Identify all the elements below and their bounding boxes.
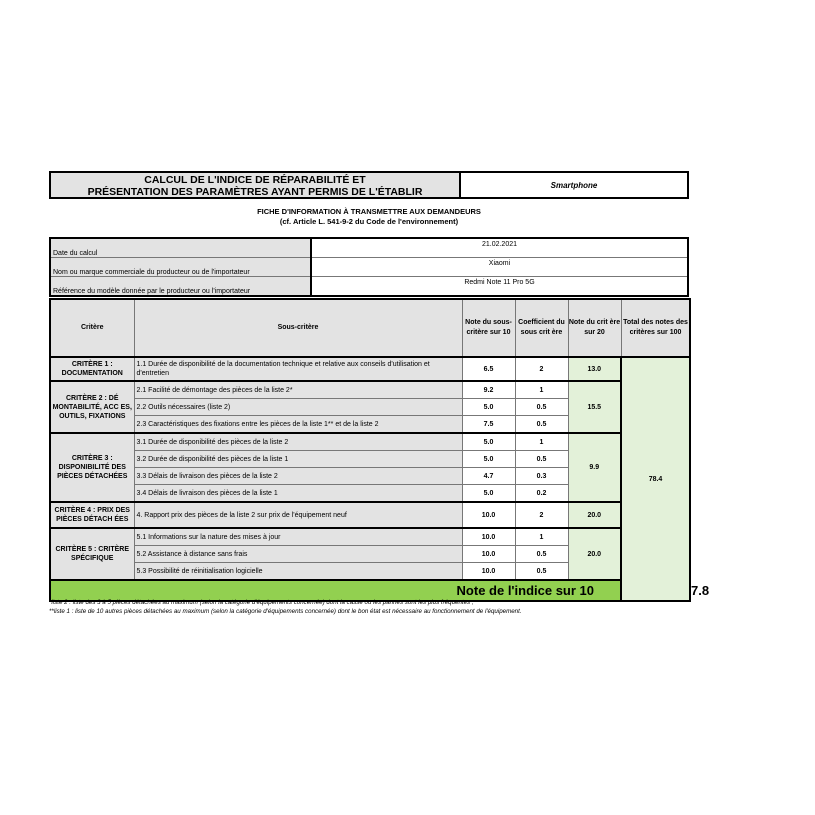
sub-coef: 0.5 <box>515 399 568 416</box>
final-row: Note de l'indice sur 10 7.8 <box>50 580 690 601</box>
info-value: Xiaomi <box>311 258 688 277</box>
sub-note: 4.7 <box>462 468 515 485</box>
sub-criterion-label: 1.1 Durée de disponibilité de la documentation technique et relative aux conseils d'utilisation et d'entretien <box>134 357 462 381</box>
table-row <box>50 357 690 381</box>
sub-coef: 0.5 <box>515 416 568 434</box>
fiche-heading <box>49 207 689 227</box>
criterion-score: 9.9 <box>568 433 621 502</box>
product-type: Smartphone <box>461 171 689 199</box>
sub-note: 5.0 <box>462 485 515 503</box>
sub-note: 5.0 <box>462 433 515 451</box>
sub-coef: 0.2 <box>515 485 568 503</box>
sub-criterion-label: 4. Rapport prix des pièces de la liste 2 sur prix de l'équipement neuf <box>134 502 462 528</box>
sub-note: 7.5 <box>462 416 515 434</box>
fiche-line-1: FICHE D'INFORMATION À TRANSMETTRE AUX DEMANDEURS <box>257 207 481 216</box>
sub-coef: 0.3 <box>515 468 568 485</box>
title-line-2: PRÉSENTATION DES PARAMÈTRES AYANT PERMIS DE L'ÉTABLIR <box>87 186 423 198</box>
info-value: 21.02.2021 <box>311 238 688 258</box>
score-table <box>49 298 710 602</box>
table-row <box>50 502 690 528</box>
sub-note: 5.0 <box>462 451 515 468</box>
table-row <box>50 433 690 451</box>
criterion-name: CRITÈRE 2 : DÉ MONTABILITÉ, ACC ES, OUTILS, FIXATIONS <box>50 381 134 433</box>
sub-note: 10.0 <box>462 563 515 581</box>
sub-coef: 1 <box>515 528 568 546</box>
col-sous-critere: Sous-critère <box>134 299 462 357</box>
info-row <box>50 238 688 258</box>
sub-coef: 0.5 <box>515 546 568 563</box>
sub-note: 10.0 <box>462 502 515 528</box>
table-row <box>50 528 690 546</box>
sub-coef: 0.5 <box>515 563 568 581</box>
col-note-sous: Note du sous-critère sur 10 <box>462 299 515 357</box>
sub-coef: 2 <box>515 502 568 528</box>
footnote-2: **liste 1 : liste de 10 autres pièces détachées au maximum (selon la catégorie d'équipements concernée) dont le bon état est nécessaire au fonctionnement de l'équipement. <box>49 608 522 615</box>
criterion-score: 20.0 <box>568 528 621 580</box>
criterion-score: 20.0 <box>568 502 621 528</box>
sub-criterion-label: 3.4 Délais de livraison des pièces de la liste 1 <box>134 485 462 503</box>
col-total: Total des notes des critères sur 100 <box>621 299 690 357</box>
header-row <box>50 299 690 357</box>
info-value: Redmi Note 11 Pro 5G <box>311 277 688 297</box>
criterion-score: 13.0 <box>568 357 621 381</box>
sub-criterion-label: 5.1 Informations sur la nature des mises à jour <box>134 528 462 546</box>
sub-note: 10.0 <box>462 528 515 546</box>
footnote-1: *liste 2 : liste des 3 à 5 pièces détachées au maximum (selon la catégorie d'équipements concernée) dont la casse ou les pannes sont les plus fréquentes ; <box>49 599 474 606</box>
info-table <box>49 237 689 297</box>
criterion-name: CRITÈRE 3 : DISPONIBILITÉ DES PIÈCES DÉTACHÉES <box>50 433 134 502</box>
sub-note: 10.0 <box>462 546 515 563</box>
sub-criterion-label: 5.3 Possibilité de réinitialisation logicielle <box>134 563 462 581</box>
col-note-crit: Note du crit ère sur 20 <box>568 299 621 357</box>
title-line-1: CALCUL DE L'INDICE DE RÉPARABILITÉ ET <box>144 174 366 186</box>
fiche-line-2: (cf. Article L. 541-9-2 du Code de l'environnement) <box>279 217 459 226</box>
sub-note: 5.0 <box>462 399 515 416</box>
criterion-name: CRITÈRE 5 : CRITÈRE SPÉCIFIQUE <box>50 528 134 580</box>
sub-criterion-label: 3.2 Durée de disponibilité des pièces de la liste 1 <box>134 451 462 468</box>
info-label: Nom ou marque commerciale du producteur ou de l'importateur <box>50 258 311 277</box>
sub-criterion-label: 2.2 Outils nécessaires (liste 2) <box>134 399 462 416</box>
col-critere: Critère <box>50 299 134 357</box>
sub-criterion-label: 3.1 Durée de disponibilité des pièces de la liste 2 <box>134 433 462 451</box>
sub-coef: 0.5 <box>515 451 568 468</box>
sub-coef: 1 <box>515 381 568 399</box>
criterion-name: CRITÈRE 1 : DOCUMENTATION <box>50 357 134 381</box>
criterion-name: CRITÈRE 4 : PRIX DES PIÈCES DÉTACH ÉES <box>50 502 134 528</box>
table-row <box>50 381 690 399</box>
sub-coef: 2 <box>515 357 568 381</box>
report-title <box>49 171 461 199</box>
info-row <box>50 258 688 277</box>
info-label: Date du calcul <box>50 238 311 258</box>
final-label: Note de l'indice sur 10 <box>50 580 621 601</box>
sub-criterion-label: 2.1 Facilité de démontage des pièces de la liste 2* <box>134 381 462 399</box>
sub-coef: 1 <box>515 433 568 451</box>
total-score: 78.4 <box>621 357 690 601</box>
info-label: Référence du modèle donnée par le producteur ou l'importateur <box>50 277 311 297</box>
sub-note: 9.2 <box>462 381 515 399</box>
footnotes <box>49 598 709 616</box>
sub-note: 6.5 <box>462 357 515 381</box>
info-row <box>50 277 688 297</box>
criterion-score: 15.5 <box>568 381 621 433</box>
sub-criterion-label: 5.2 Assistance à distance sans frais <box>134 546 462 563</box>
sub-criterion-label: 2.3 Caractéristiques des fixations entre les pièces de la liste 1** et de la liste 2 <box>134 416 462 434</box>
col-coef: Coefficient du sous crit ère <box>515 299 568 357</box>
sub-criterion-label: 3.3 Délais de livraison des pièces de la liste 2 <box>134 468 462 485</box>
